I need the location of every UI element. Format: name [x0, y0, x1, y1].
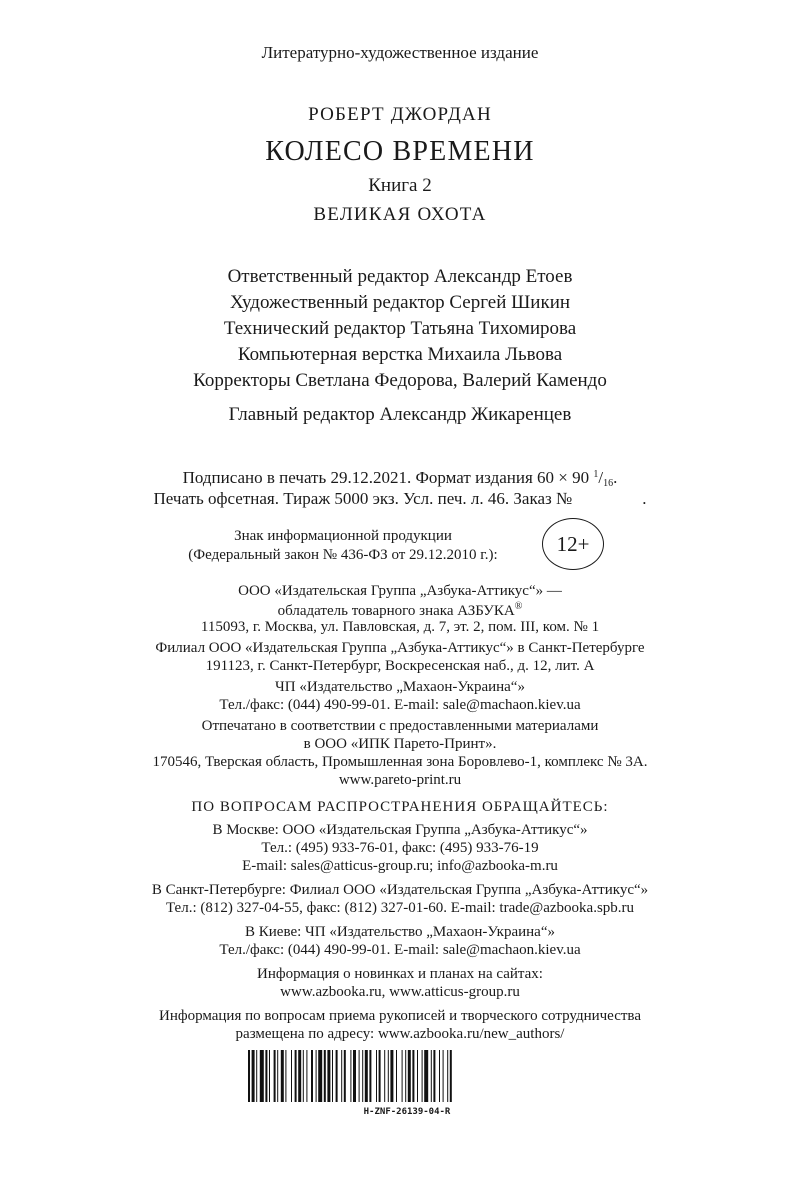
barcode-bar	[353, 1050, 356, 1102]
barcode-bar	[450, 1050, 452, 1102]
distribution-moscow: В Москве: ООО «Издательская Группа „Азбука-Аттикус“»	[212, 822, 588, 838]
format-fraction-separator: /	[598, 468, 604, 487]
print-info-line2	[0, 489, 800, 509]
distribution-moscow-email: E-mail: sales@atticus-group.ru; info@azbooka-m.ru	[242, 858, 558, 874]
barcode-bar	[295, 1050, 297, 1102]
barcode-bar	[336, 1050, 338, 1102]
credit-line: Художественный редактор Сергей Шикин	[229, 292, 571, 313]
printing-line: Отпечатано в соответствии с предоставленными материалами	[201, 718, 599, 734]
barcode-bar	[408, 1050, 411, 1102]
barcode-bar	[379, 1050, 381, 1102]
distribution-kiev: В Киеве: ЧП «Издательство „Махаон-Украина“»	[245, 924, 555, 940]
barcode-bar	[269, 1050, 270, 1102]
barcode-bar	[248, 1050, 250, 1102]
barcode-bar	[252, 1050, 255, 1102]
publisher-address: 115093, г. Москва, ул. Павловская, д. 7, эт. 2, пом. III, ком. № 1	[200, 619, 600, 635]
ukraine-contacts: Тел./факс: (044) 490-99-01. E-mail: sale@machaon.kiev.ua	[219, 697, 581, 713]
credit-line: Технический редактор Татьяна Тихомирова	[223, 318, 577, 339]
barcode-bar	[376, 1050, 377, 1102]
barcode-bar	[424, 1050, 428, 1102]
printing-website: www.pareto-print.ru	[338, 772, 462, 788]
printing-address: 170546, Тверская область, Промышленная зона Боровлево-1, комплекс № 3А.	[152, 754, 648, 770]
ukraine-publisher: ЧП «Издательство „Махаон-Украина“»	[275, 679, 525, 695]
barcode-bar	[365, 1050, 368, 1102]
barcode-bar	[256, 1050, 257, 1102]
format-fraction-denominator: 16	[603, 478, 614, 489]
book-title: ВЕЛИКАЯ ОХОТА	[313, 204, 487, 225]
barcode-bar	[277, 1050, 278, 1102]
barcode-text: H-ZNF-26139-04-R	[363, 1107, 451, 1117]
barcode-bar	[402, 1050, 403, 1102]
credit-line: Корректоры Светлана Федорова, Валерий Камендо	[193, 370, 607, 391]
barcode-bar	[298, 1050, 301, 1102]
chief-editor: Главный редактор Александр Жикаренцев	[228, 404, 572, 425]
trademark-text: обладатель товарного знака АЗБУКА	[277, 603, 515, 619]
barcode-bar	[344, 1050, 346, 1102]
barcode-bar	[384, 1050, 385, 1102]
authors-info: Информация по вопросам приема рукописей и творческого сотрудничества	[159, 1008, 641, 1024]
format-fraction-numerator: 1	[593, 469, 599, 480]
branch-name: Филиал ООО «Издательская Группа „Азбука-Аттикус“» в Санкт-Петербурге	[155, 640, 645, 656]
barcode-bar	[431, 1050, 432, 1102]
publication-type: Литературно-художественное издание	[261, 43, 539, 62]
barcode-bar	[390, 1050, 393, 1102]
barcode-bar	[439, 1050, 440, 1102]
barcode-bar	[405, 1050, 406, 1102]
barcode-bar	[369, 1050, 371, 1102]
credit-line: Компьютерная верстка Михаила Львова	[237, 344, 563, 365]
credit-line: Ответственный редактор Александр Етоев	[227, 266, 573, 287]
news-info: Информация о новинках и планах на сайтах:	[257, 966, 543, 982]
barcode-bar	[324, 1050, 326, 1102]
barcode-bar	[359, 1050, 360, 1102]
publisher-line: ООО «Издательская Группа „Азбука-Аттикус“» —	[238, 583, 562, 599]
barcode-bar	[396, 1050, 397, 1102]
barcode-bar	[285, 1050, 286, 1102]
barcode-bar	[341, 1050, 342, 1102]
print-run-text: Печать офсетная. Тираж 5000 экз. Усл. печ. л. 46. Заказ №	[153, 489, 573, 508]
barcode-bar	[443, 1050, 444, 1102]
barcode-bar	[260, 1050, 264, 1102]
publisher-trademark	[0, 601, 800, 620]
barcode-bar	[412, 1050, 414, 1102]
printing-line: в ООО «ИПК Парето-Принт».	[303, 736, 497, 752]
barcode-bar	[291, 1050, 292, 1102]
distribution-spb: В Санкт-Петербурге: Филиал ООО «Издательская Группа „Азбука-Аттикус“»	[151, 882, 649, 898]
print-info-text: Подписано в печать 29.12.2021. Формат издания 60 × 90	[182, 468, 594, 487]
branch-address: 191123, г. Санкт-Петербург, Воскресенская наб., д. 12, лит. А	[205, 658, 595, 674]
distribution-spb-contacts: Тел.: (812) 327-04-55, факс: (812) 327-01-60. E-mail: trade@azbooka.spb.ru	[165, 900, 635, 916]
distribution-heading: ПО ВОПРОСАМ РАСПРОСТРАНЕНИЯ ОБРАЩАЙТЕСЬ:	[191, 799, 609, 815]
barcode-bar	[422, 1050, 423, 1102]
series-title: КОЛЕСО ВРЕМЕНИ	[265, 136, 535, 167]
print-info-period: .	[613, 468, 618, 487]
distribution-moscow-phone: Тел.: (495) 933-76-01, факс: (495) 933-76-19	[261, 840, 539, 856]
print-run-period: .	[642, 489, 647, 508]
print-info-line1	[0, 468, 800, 489]
barcode-bar	[350, 1050, 351, 1102]
barcode-bar	[303, 1050, 304, 1102]
barcode-bar	[306, 1050, 307, 1102]
barcode-bar	[318, 1050, 322, 1102]
barcode-bar	[316, 1050, 317, 1102]
age-rating-label: Знак информационной продукции	[234, 528, 452, 544]
barcode-bar	[265, 1050, 267, 1102]
author-name: РОБЕРТ ДЖОРДАН	[308, 104, 492, 125]
age-rating-law: (Федеральный закон № 436-ФЗ от 29.12.2010 г.):	[188, 547, 498, 563]
barcode-graphic	[248, 1050, 568, 1105]
barcode-bar	[388, 1050, 389, 1102]
barcode-bar	[362, 1050, 363, 1102]
barcode-bar	[281, 1050, 284, 1102]
barcode-bar	[433, 1050, 435, 1102]
authors-url: размещена по адресу: www.azbooka.ru/new_authors/	[235, 1026, 565, 1042]
barcode-bar	[274, 1050, 276, 1102]
barcode-bar	[447, 1050, 448, 1102]
barcode-bar	[417, 1050, 418, 1102]
age-rating-badge: 12+	[542, 518, 604, 570]
distribution-kiev-contacts: Тел./факс: (044) 490-99-01. E-mail: sale@machaon.kiev.ua	[219, 942, 581, 958]
barcode-bar	[327, 1050, 330, 1102]
barcode-bar	[311, 1050, 313, 1102]
book-number: Книга 2	[368, 175, 432, 196]
registered-mark: ®	[514, 601, 523, 612]
barcode-bar	[332, 1050, 333, 1102]
news-websites: www.azbooka.ru, www.atticus-group.ru	[280, 984, 520, 1000]
